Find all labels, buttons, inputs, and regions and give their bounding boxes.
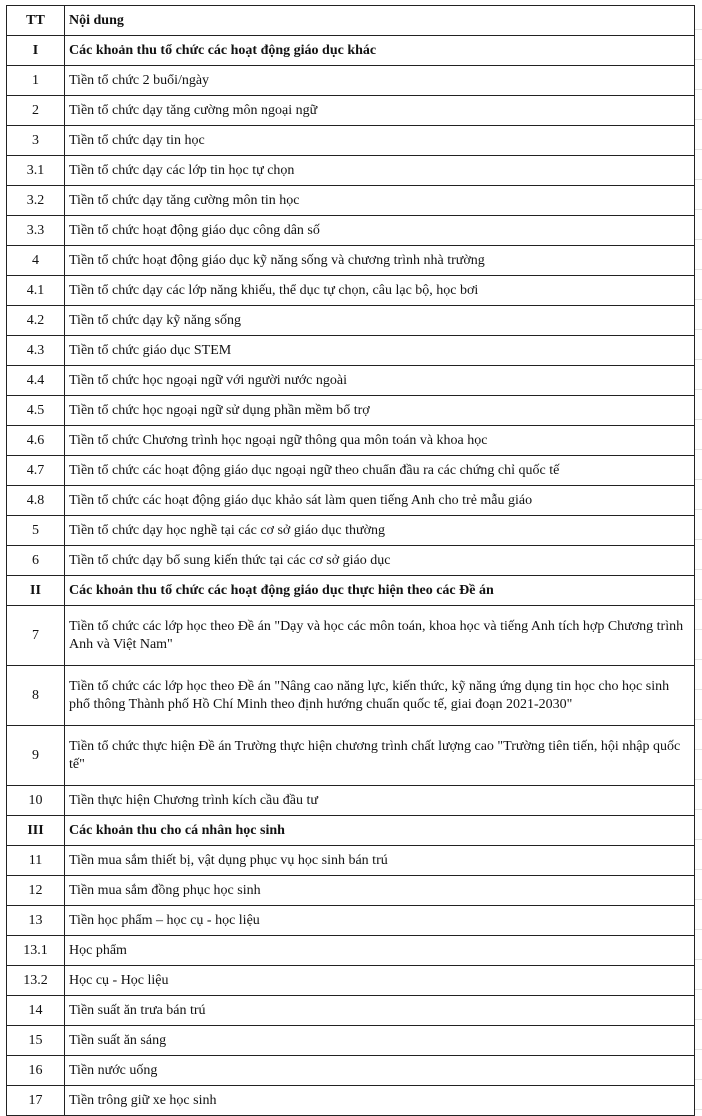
row-content: Tiền mua sắm thiết bị, vật dụng phục vụ học sinh bán trú bbox=[65, 846, 695, 876]
row-number: 15 bbox=[7, 1026, 65, 1056]
table-row bbox=[7, 666, 695, 726]
row-content: Tiền tổ chức dạy các lớp tin học tự chọn bbox=[65, 156, 695, 186]
row-content: Tiền tổ chức dạy bổ sung kiến thức tại các cơ sở giáo dục bbox=[65, 546, 695, 576]
table-row bbox=[7, 966, 695, 996]
row-content: Tiền suất ăn trưa bán trú bbox=[65, 996, 695, 1026]
row-content: Học cụ - Học liệu bbox=[65, 966, 695, 996]
table-row bbox=[7, 306, 695, 336]
row-content: Tiền tổ chức các lớp học theo Đề án "Dạy và học các môn toán, khoa học và tiếng Anh tích hợp Chương trình Anh và Việt Nam" bbox=[65, 606, 695, 666]
row-content: Tiền tổ chức Chương trình học ngoại ngữ thông qua môn toán và khoa học bbox=[65, 426, 695, 456]
table-row bbox=[7, 846, 695, 876]
section-row bbox=[7, 816, 695, 846]
row-number: 4 bbox=[7, 246, 65, 276]
table-row bbox=[7, 486, 695, 516]
row-number: 4.5 bbox=[7, 396, 65, 426]
row-number: 11 bbox=[7, 846, 65, 876]
adjacent-column-edge bbox=[695, 0, 702, 1116]
header-tt: TT bbox=[7, 6, 65, 36]
row-content: Tiền mua sắm đồng phục học sinh bbox=[65, 876, 695, 906]
row-number: 5 bbox=[7, 516, 65, 546]
table-row bbox=[7, 906, 695, 936]
table-row bbox=[7, 66, 695, 96]
row-content: Tiền học phẩm – học cụ - học liệu bbox=[65, 906, 695, 936]
row-number: 3 bbox=[7, 126, 65, 156]
row-content: Tiền tổ chức hoạt động giáo dục kỹ năng sống và chương trình nhà trường bbox=[65, 246, 695, 276]
row-content: Tiền nước uống bbox=[65, 1056, 695, 1086]
row-content: Tiền tổ chức dạy học nghề tại các cơ sở giáo dục thường bbox=[65, 516, 695, 546]
table-row bbox=[7, 936, 695, 966]
row-number: I bbox=[7, 36, 65, 66]
table-row bbox=[7, 726, 695, 786]
row-number: 8 bbox=[7, 666, 65, 726]
row-content: Tiền tổ chức dạy các lớp năng khiếu, thể dục tự chọn, câu lạc bộ, học bơi bbox=[65, 276, 695, 306]
table-row bbox=[7, 186, 695, 216]
row-number: 14 bbox=[7, 996, 65, 1026]
section-title: Các khoản thu cho cá nhân học sinh bbox=[65, 816, 695, 846]
table-row bbox=[7, 456, 695, 486]
row-content: Tiền tổ chức dạy tăng cường môn ngoại ngữ bbox=[65, 96, 695, 126]
row-content: Tiền tổ chức 2 buổi/ngày bbox=[65, 66, 695, 96]
table-row bbox=[7, 276, 695, 306]
row-number: 13.1 bbox=[7, 936, 65, 966]
row-content: Tiền tổ chức dạy tăng cường môn tin học bbox=[65, 186, 695, 216]
row-content: Tiền tổ chức hoạt động giáo dục công dân số bbox=[65, 216, 695, 246]
row-number: 4.2 bbox=[7, 306, 65, 336]
row-number: 4.8 bbox=[7, 486, 65, 516]
row-content: Tiền trông giữ xe học sinh bbox=[65, 1086, 695, 1116]
row-content: Tiền tổ chức dạy kỹ năng sống bbox=[65, 306, 695, 336]
table-row bbox=[7, 426, 695, 456]
row-content: Tiền tổ chức học ngoại ngữ với người nước ngoài bbox=[65, 366, 695, 396]
row-content: Tiền tổ chức các hoạt động giáo dục khảo sát làm quen tiếng Anh cho trẻ mẫu giáo bbox=[65, 486, 695, 516]
row-content: Học phẩm bbox=[65, 936, 695, 966]
row-number: 3.2 bbox=[7, 186, 65, 216]
table-row bbox=[7, 216, 695, 246]
table-row bbox=[7, 546, 695, 576]
row-number: 17 bbox=[7, 1086, 65, 1116]
row-content: Tiền tổ chức dạy tin học bbox=[65, 126, 695, 156]
row-number: 9 bbox=[7, 726, 65, 786]
section-row bbox=[7, 576, 695, 606]
row-number: 3.1 bbox=[7, 156, 65, 186]
table-row bbox=[7, 96, 695, 126]
table-row bbox=[7, 126, 695, 156]
section-row bbox=[7, 36, 695, 66]
row-number: 6 bbox=[7, 546, 65, 576]
table-row bbox=[7, 246, 695, 276]
row-number: 12 bbox=[7, 876, 65, 906]
table-row bbox=[7, 1086, 695, 1116]
row-number: 4.1 bbox=[7, 276, 65, 306]
table-row bbox=[7, 516, 695, 546]
table-row bbox=[7, 366, 695, 396]
row-number: 4.7 bbox=[7, 456, 65, 486]
header-content: Nội dung bbox=[65, 6, 695, 36]
table-row bbox=[7, 156, 695, 186]
row-content: Tiền tổ chức các lớp học theo Đề án "Nâng cao năng lực, kiến thức, kỹ năng ứng dụng tin học cho học sinh phổ thông Thành phố Hồ Chí Minh theo định hướng chuẩn quốc tế, giai đoạn 2021-2030" bbox=[65, 666, 695, 726]
table-row bbox=[7, 606, 695, 666]
row-content: Tiền tổ chức giáo dục STEM bbox=[65, 336, 695, 366]
row-number: 16 bbox=[7, 1056, 65, 1086]
row-number: III bbox=[7, 816, 65, 846]
fee-table bbox=[6, 5, 695, 1116]
row-number: 4.4 bbox=[7, 366, 65, 396]
row-number: 3.3 bbox=[7, 216, 65, 246]
table-row bbox=[7, 786, 695, 816]
table-row bbox=[7, 396, 695, 426]
table-header-row bbox=[7, 6, 695, 36]
row-number: 10 bbox=[7, 786, 65, 816]
row-content: Tiền tổ chức học ngoại ngữ sử dụng phần mềm bổ trợ bbox=[65, 396, 695, 426]
table-row bbox=[7, 336, 695, 366]
table-row bbox=[7, 996, 695, 1026]
row-number: 1 bbox=[7, 66, 65, 96]
row-content: Tiền tổ chức thực hiện Đề án Trường thực hiện chương trình chất lượng cao "Trường tiên tiến, hội nhập quốc tế" bbox=[65, 726, 695, 786]
row-number: 2 bbox=[7, 96, 65, 126]
row-number: 7 bbox=[7, 606, 65, 666]
table-row bbox=[7, 876, 695, 906]
section-title: Các khoản thu tổ chức các hoạt động giáo dục khác bbox=[65, 36, 695, 66]
table-row bbox=[7, 1056, 695, 1086]
row-content: Tiền thực hiện Chương trình kích cầu đầu tư bbox=[65, 786, 695, 816]
row-content: Tiền tổ chức các hoạt động giáo dục ngoại ngữ theo chuẩn đầu ra các chứng chỉ quốc tế bbox=[65, 456, 695, 486]
row-number: 4.6 bbox=[7, 426, 65, 456]
section-title: Các khoản thu tổ chức các hoạt động giáo dục thực hiện theo các Đề án bbox=[65, 576, 695, 606]
table-row bbox=[7, 1026, 695, 1056]
row-content: Tiền suất ăn sáng bbox=[65, 1026, 695, 1056]
row-number: 4.3 bbox=[7, 336, 65, 366]
table-body bbox=[7, 36, 695, 1116]
row-number: 13 bbox=[7, 906, 65, 936]
row-number: 13.2 bbox=[7, 966, 65, 996]
row-number: II bbox=[7, 576, 65, 606]
